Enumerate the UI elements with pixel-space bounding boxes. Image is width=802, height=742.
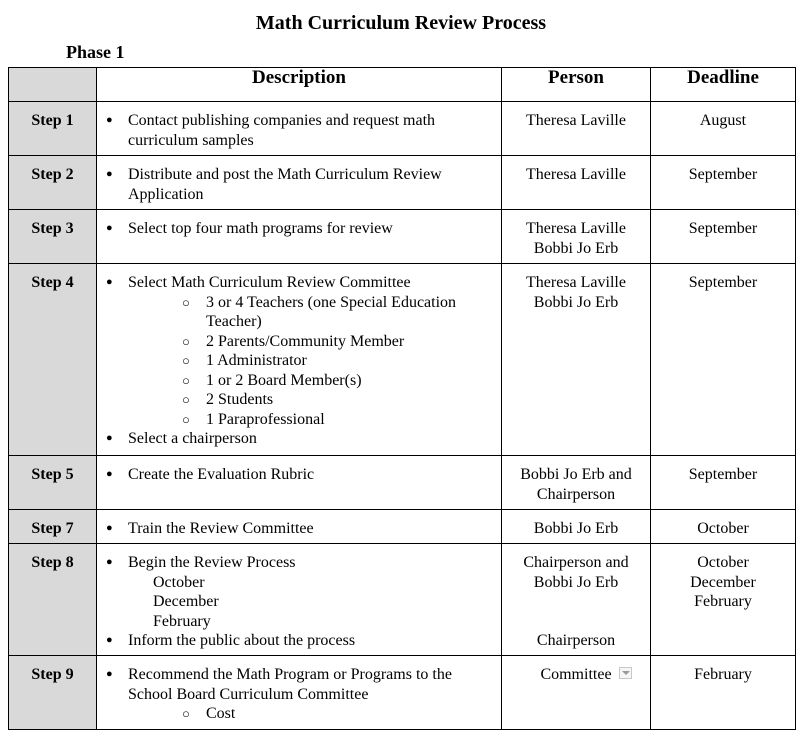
table-row [9,544,796,656]
deadline-value: February [694,593,752,610]
deadline-value: September [688,220,758,237]
sub-bullet-item: ○ 3 or 4 Teachers (one Special Education Teacher) [104,293,493,332]
deadline-cell [651,210,796,264]
person-name: Theresa Laville [526,220,626,237]
sub-bullet-item: ○ Cost [104,704,493,724]
dropdown-arrow-icon[interactable] [619,667,632,679]
person-cell [502,264,651,456]
deadline-value: September [688,466,758,483]
deadline-cell [651,656,796,730]
person-name: Theresa Laville [526,112,626,129]
bullet-item: ● Create the Evaluation Rubric [104,465,493,485]
person-name: Theresa Laville [526,166,626,183]
person-name: Theresa Laville [526,274,626,291]
person-name: Chairperson and Bobbi Jo Erb [523,554,629,591]
step-label: Step 7 [9,510,97,544]
bullet-item: ● Contact publishing companies and request math curriculum samples [104,111,493,150]
step-label: Step 1 [9,102,97,156]
person-cell [502,656,651,730]
description-cell [97,264,502,456]
document-title: Math Curriculum Review Process [255,12,547,34]
bullet-item: ● Begin the Review Process [104,553,493,573]
header-description: Description [97,68,502,102]
description-cell [97,156,502,210]
person-name: Bobbi Jo Erb and Chairperson [520,466,632,503]
month-item: February [153,612,211,630]
person-cell [502,544,651,656]
table-row [9,656,796,730]
person-cell [502,156,651,210]
step-label: Step 2 [9,156,97,210]
deadline-value: October [697,520,749,537]
description-cell [97,456,502,510]
step-label: Step 9 [9,656,97,730]
description-cell [97,656,502,730]
deadline-cell [651,544,796,656]
sub-bullet-item: ○ 1 Paraprofessional [104,410,493,430]
step-label: Step 4 [9,264,97,456]
header-person: Person [502,68,651,102]
table-row [9,264,796,456]
bullet-item: ● Train the Review Committee [104,519,493,539]
table-row [9,156,796,210]
deadline-cell [651,456,796,510]
person-cell [502,456,651,510]
sub-bullet-item: ○ 1 or 2 Board Member(s) [104,371,493,391]
person-cell [502,102,651,156]
person-name: Bobbi Jo Erb [533,520,619,537]
deadline-value: September [688,274,758,291]
review-process-table [8,67,796,730]
description-cell [97,210,502,264]
deadline-value: October [697,554,749,571]
person-name: Bobbi Jo Erb [533,239,619,257]
deadline-value: December [690,573,756,591]
person-name: Bobbi Jo Erb [533,293,619,311]
phase-heading: Phase 1 [66,42,125,62]
description-cell [97,544,502,656]
table-header-row [9,68,796,102]
sub-bullet-item: ○ 1 Administrator [104,351,493,371]
person-name: Committee [540,666,612,683]
bullet-item: ● Select a chairperson [104,429,493,449]
spacer [502,592,650,631]
person-cell [502,510,651,544]
deadline-cell [651,102,796,156]
deadline-value: September [688,166,758,183]
person-cell [502,210,651,264]
description-cell [97,510,502,544]
deadline-cell [651,510,796,544]
step-label: Step 3 [9,210,97,264]
sub-bullet-item: ○ 2 Students [104,390,493,410]
header-step [9,68,97,102]
bullet-item: ● Select Math Curriculum Review Committee [104,273,493,293]
step-label: Step 5 [9,456,97,510]
table-row [9,456,796,510]
bullet-item: ● Inform the public about the process [104,631,493,651]
person-name: Chairperson [536,632,616,649]
deadline-cell [651,156,796,210]
sub-bullet-item: ○ 2 Parents/Community Member [104,332,493,352]
month-item: December [153,593,219,610]
bullet-item: ● Distribute and post the Math Curriculum Review Application [104,165,493,204]
deadline-value: August [699,112,747,129]
bullet-item: ● Recommend the Math Program or Programs to the School Board Curriculum Committee [104,665,493,704]
month-item: October [153,573,205,591]
header-deadline: Deadline [651,68,796,102]
bullet-item: ● Select top four math programs for review [104,219,493,239]
person-with-dropdown [540,665,611,685]
description-cell [97,102,502,156]
step-label: Step 8 [9,544,97,656]
table-row [9,510,796,544]
table-row [9,210,796,264]
deadline-cell [651,264,796,456]
table-row [9,102,796,156]
deadline-value: February [694,666,752,683]
